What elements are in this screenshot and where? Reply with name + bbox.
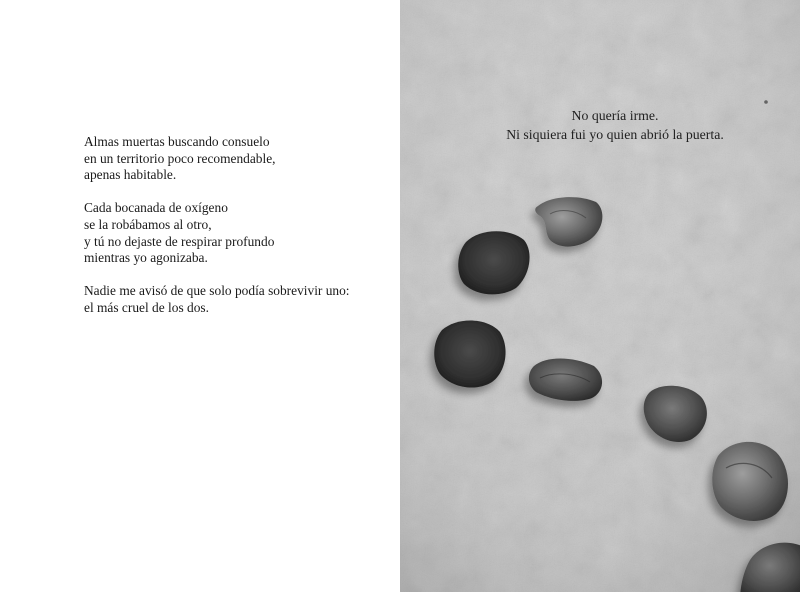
poem-line: y tú no dejaste de respirar profundo [84, 233, 275, 249]
caption-line: Ni siquiera fui yo quien abrió la puerta. [506, 127, 724, 142]
poem-line: Nadie me avisó de que solo podía sobrevivir uno: [84, 283, 350, 299]
poem-line: en un territorio poco recomendable, [84, 150, 276, 166]
poem-line: apenas habitable. [84, 167, 177, 183]
dried-rose-petals-icon [400, 0, 800, 592]
poem-line: el más cruel de los dos. [84, 299, 209, 315]
right-page [400, 0, 800, 592]
caption-line: No quería irme. [571, 108, 659, 123]
poem-text [84, 134, 384, 333]
stanza-2 [84, 200, 384, 266]
poem-line: se la robábamos al otro, [84, 216, 212, 232]
caption-text [400, 106, 800, 144]
poem-line: mientras yo agonizaba. [84, 250, 208, 266]
stanza-3 [84, 283, 384, 316]
stanza-1 [84, 134, 384, 184]
poem-line: Almas muertas buscando consuelo [84, 134, 270, 149]
poem-line: Cada bocanada de oxígeno [84, 200, 228, 216]
